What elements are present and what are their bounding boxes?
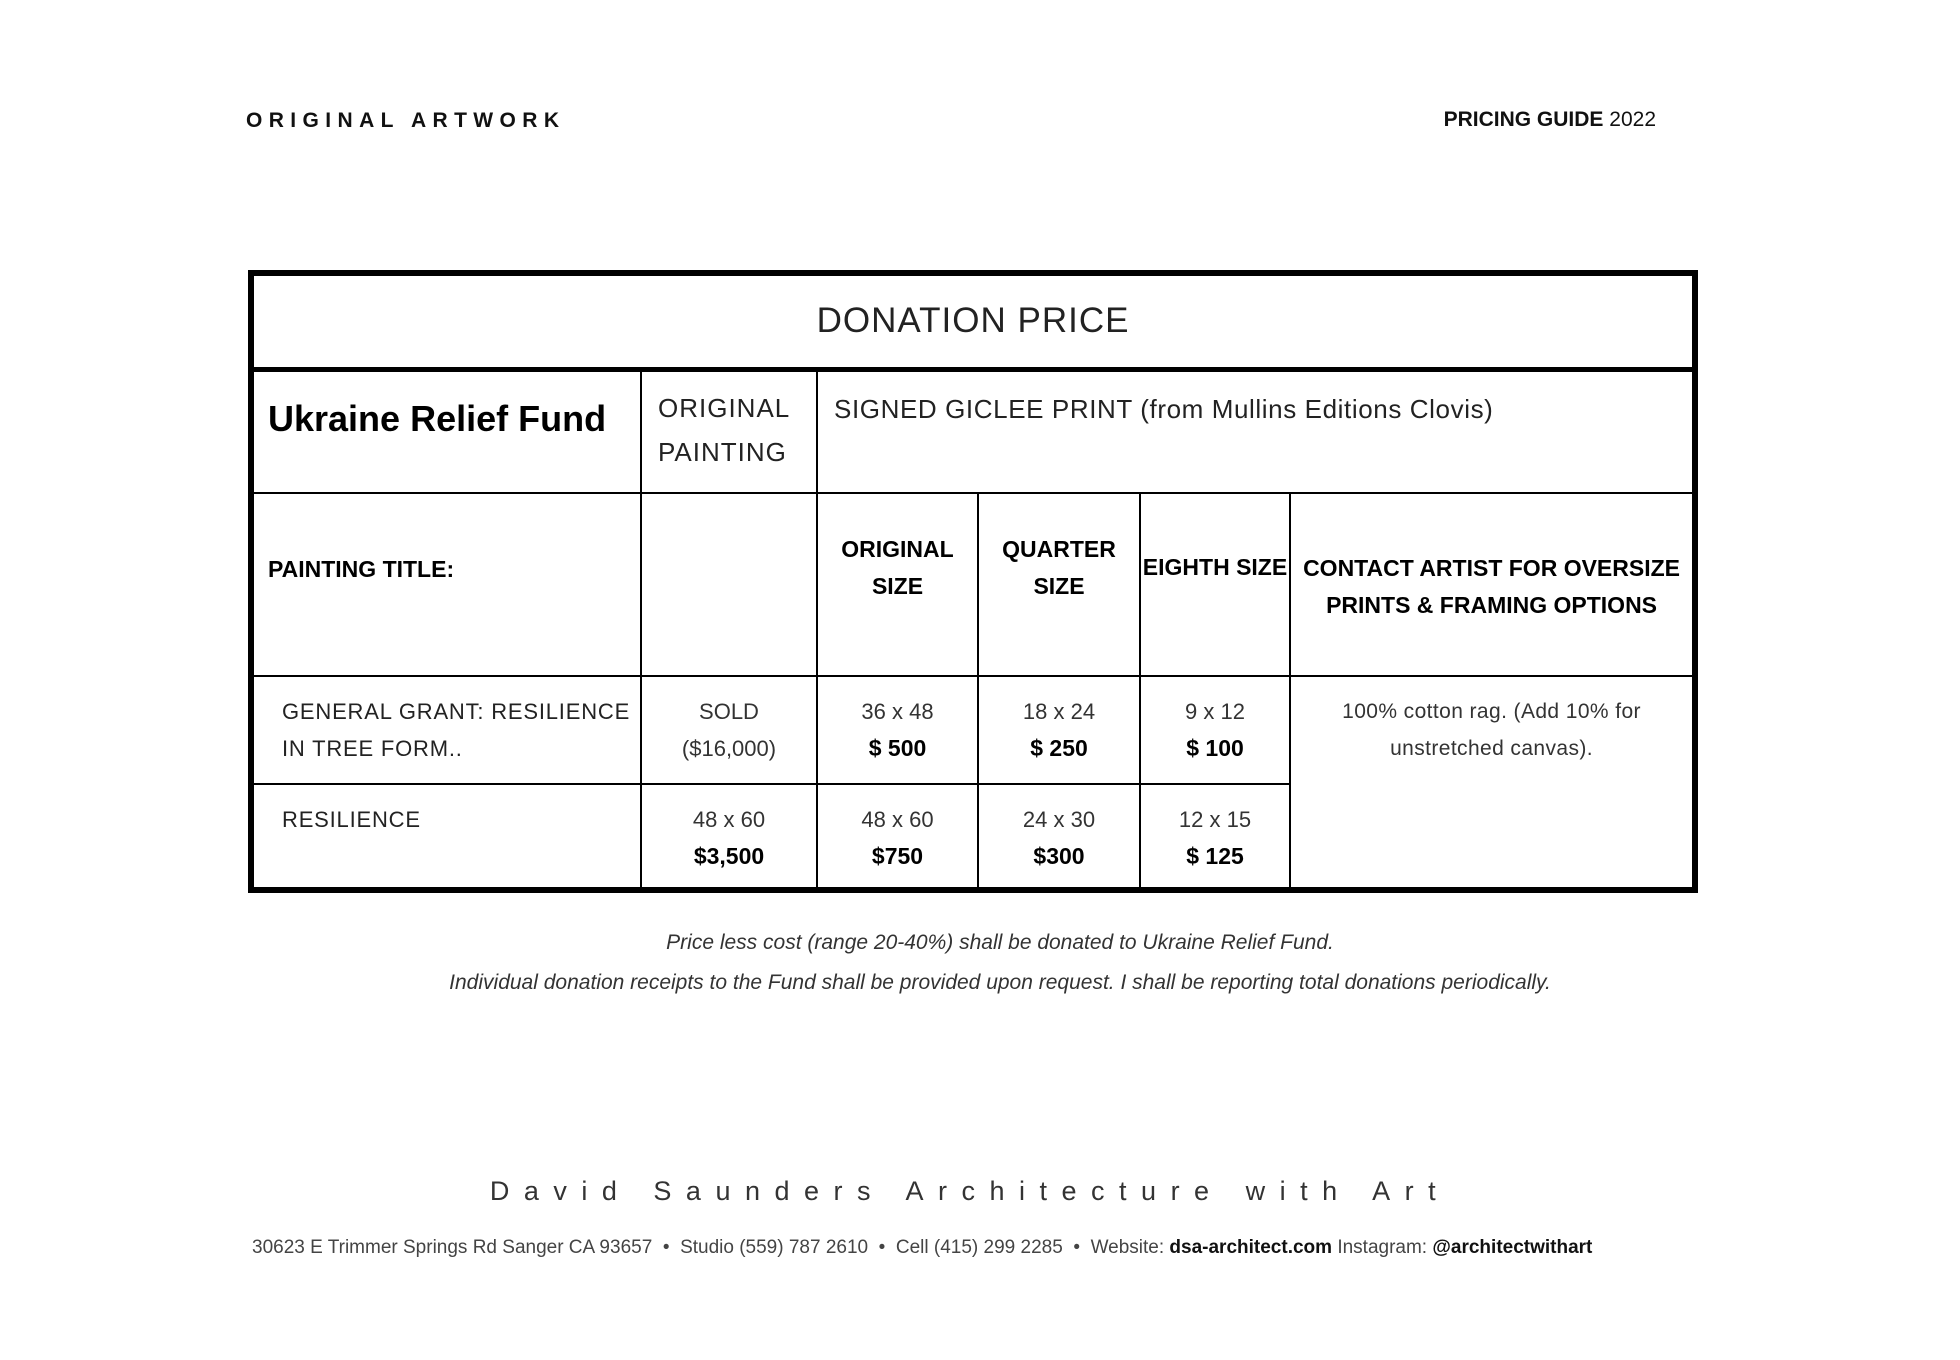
- contact-artist-header: CONTACT ARTIST FOR OVERSIZE PRINTS & FRAMING OPTIONS: [1290, 493, 1695, 676]
- original-price-cell: [641, 676, 817, 784]
- document-heading: ORIGINAL ARTWORK: [246, 109, 566, 132]
- quarter-size-cell: [978, 676, 1140, 784]
- print-size: 9 x 12: [1185, 699, 1245, 724]
- column-header-row: [251, 493, 1695, 676]
- eighth-size-cell: [1140, 784, 1290, 890]
- contact-footer: [252, 1237, 1592, 1259]
- eighth-size-cell: [1140, 676, 1290, 784]
- pricing-table: [248, 270, 1698, 893]
- address: 30623 E Trimmer Springs Rd Sanger CA 93657: [252, 1237, 653, 1258]
- painting-title-header: PAINTING TITLE:: [251, 493, 641, 676]
- print-size: 48 x 60: [861, 807, 934, 832]
- table-row: [251, 369, 1695, 493]
- print-price: $ 125: [1186, 843, 1244, 869]
- brand-name: David Saunders Architecture with Art: [489, 1176, 1451, 1206]
- website-label: Website:: [1090, 1237, 1165, 1258]
- painting-size: 48 x 60: [692, 807, 766, 832]
- print-price: $ 250: [1030, 735, 1088, 761]
- separator: •: [662, 1237, 670, 1258]
- painting-title: RESILIENCE: [251, 784, 641, 890]
- original-size-cell: [817, 784, 978, 890]
- sold-status: SOLD: [699, 699, 759, 724]
- painting-price: $3,500: [693, 843, 765, 869]
- pricing-guide-text: PRICING GUIDE: [1443, 108, 1604, 131]
- table-title-row: [251, 273, 1695, 369]
- print-size: 12 x 15: [1178, 807, 1252, 832]
- print-price: $300: [1033, 843, 1085, 869]
- print-size: 24 x 30: [1022, 807, 1096, 832]
- separator: •: [878, 1237, 886, 1258]
- giclee-print-header: SIGNED GICLEE PRINT (from Mullins Editions Clovis): [817, 369, 1695, 493]
- quarter-size-cell: [978, 784, 1140, 890]
- donation-note: Price less cost (range 20-40%) shall be donated to Ukraine Relief Fund.: [666, 931, 1334, 954]
- print-price: $ 100: [1186, 735, 1244, 761]
- pricing-guide-label: [1444, 108, 1656, 132]
- print-size: 18 x 24: [1022, 699, 1096, 724]
- instagram-handle[interactable]: @architectwithart: [1432, 1237, 1593, 1258]
- eighth-size-header: EIGHTH SIZE: [1140, 493, 1290, 676]
- painting-title: GENERAL GRANT: RESILIENCE IN TREE FORM..: [251, 676, 641, 784]
- website-link[interactable]: dsa-architect.com: [1169, 1237, 1333, 1258]
- original-size-header: ORIGINAL SIZE: [817, 493, 978, 676]
- separator: •: [1073, 1237, 1080, 1258]
- print-size: 36 x 48: [861, 699, 934, 724]
- studio-phone: Studio (559) 787 2610: [680, 1237, 869, 1258]
- fund-name: Ukraine Relief Fund: [251, 369, 641, 493]
- table-row: [251, 676, 1695, 784]
- pricing-guide-year: 2022: [1609, 108, 1656, 131]
- quarter-size-header: QUARTER SIZE: [978, 493, 1140, 676]
- cell-phone: Cell (415) 299 2285: [895, 1237, 1063, 1258]
- original-size-cell: [817, 676, 978, 784]
- original-price-cell: [641, 784, 817, 890]
- receipt-note: Individual donation receipts to the Fund shall be provided upon request. I shall be reporting total donations periodically.: [449, 971, 1551, 994]
- empty-header-cell: [641, 493, 817, 676]
- print-price: $ 500: [868, 735, 927, 761]
- print-price: $750: [871, 843, 924, 869]
- original-painting-header: ORIGINAL PAINTING: [641, 369, 817, 493]
- instagram-label: Instagram:: [1337, 1237, 1428, 1258]
- table-title: DONATION PRICE: [251, 273, 1695, 369]
- canvas-note: 100% cotton rag. (Add 10% for unstretched canvas).: [1290, 676, 1695, 890]
- sold-price: ($16,000): [681, 736, 777, 761]
